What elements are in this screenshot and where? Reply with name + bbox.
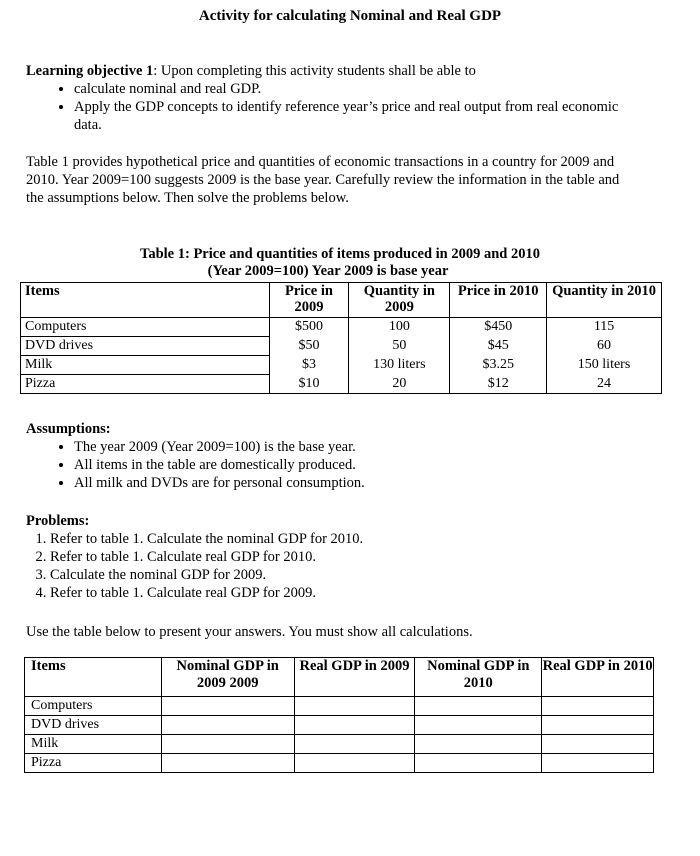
answer-cell[interactable] [294,697,415,716]
answer-cell[interactable] [542,716,654,735]
table-cell: 150 liters [547,356,662,375]
table-row [25,697,654,716]
table-cell: $3 [269,356,349,375]
table-cell: Milk [25,735,162,754]
answer-table-header-row [25,658,654,697]
learning-objective [26,62,666,134]
page-title: Activity for calculating Nominal and Real GDP [198,8,502,24]
table-cell: Pizza [21,375,270,394]
answer-cell[interactable] [161,716,294,735]
assumption-item: • The year 2009 (Year 2009=100) is the base year. [74,438,626,456]
table1-header: Price in 2010 [450,283,547,318]
problems-section [26,512,626,602]
answer-cell[interactable] [415,735,542,754]
answer-cell[interactable] [542,697,654,716]
problems-list [26,530,626,602]
table-cell: 50 [349,337,450,356]
assumption-item: • All items in the table are domestically produced. [74,456,626,474]
table-cell: 115 [547,318,662,337]
objective-item: • Apply the GDP concepts to identify reference year’s price and real output from real economic data. [74,98,666,134]
objective-item: • calculate nominal and real GDP. [74,80,666,98]
answer-cell[interactable] [161,697,294,716]
answer-table [24,657,654,773]
table-row [25,716,654,735]
answer-cell[interactable] [294,754,415,773]
assumptions-section [26,420,626,492]
answer-table-header: Nominal GDP in 2009 2009 [161,658,294,697]
assumptions-heading: Assumptions: [26,421,111,437]
problem-item: 3. Calculate the nominal GDP for 2009. [50,566,626,584]
problem-item: 1. Refer to table 1. Calculate the nominal GDP for 2010. [50,530,626,548]
table1-header-row [21,283,662,318]
answer-table-header: Real GDP in 2009 [294,658,415,697]
table1-header: Price in 2009 [269,283,349,318]
assumption-item: • All milk and DVDs are for personal consumption. [74,474,626,492]
table1-caption [0,246,680,280]
table-cell: 24 [547,375,662,394]
table1-caption-line1: Table 1: Price and quantities of items produced in 2009 and 2010 [140,246,540,262]
answer-table-header: Items [25,658,162,697]
table-row [25,754,654,773]
table1-header: Items [21,283,270,318]
table-cell: 100 [349,318,450,337]
table-cell: $12 [450,375,547,394]
answer-cell[interactable] [415,754,542,773]
table-row [25,735,654,754]
table1-caption-line2: (Year 2009=100) Year 2009 is base year [207,263,449,279]
table-cell: Computers [25,697,162,716]
assumptions-list [26,438,626,492]
table-cell: Milk [21,356,270,375]
answer-cell[interactable] [161,735,294,754]
table-cell: DVD drives [21,337,270,356]
table-row [21,337,662,356]
table-cell: $50 [269,337,349,356]
table-cell: $10 [269,375,349,394]
table-row [21,356,662,375]
table-cell: $45 [450,337,547,356]
table-cell: 60 [547,337,662,356]
problem-item: 4. Refer to table 1. Calculate real GDP for 2009. [50,584,626,602]
table-row [21,318,662,337]
table-cell: $450 [450,318,547,337]
table-cell: 130 liters [349,356,450,375]
table-cell: Pizza [25,754,162,773]
table-row [21,375,662,394]
learning-objective-label: Learning objective 1 [26,63,154,79]
answer-table-header: Nominal GDP in 2010 [415,658,542,697]
intro-paragraph: Table 1 provides hypothetical price and quantities of economic transactions in a country for 2009 and 2010. Year 2009=100 suggests 2009 is the base year. Carefully review the information in the table and the assumptions below. Then solve the problems below. [26,154,620,206]
table-cell: 20 [349,375,450,394]
problems-heading: Problems: [26,513,90,529]
answer-cell[interactable] [415,697,542,716]
answer-cell[interactable] [542,735,654,754]
learning-objective-intro: : Upon completing this activity students shall be able to [153,63,476,79]
answer-cell[interactable] [294,716,415,735]
table-cell: $500 [269,318,349,337]
answer-cell[interactable] [542,754,654,773]
table-cell: Computers [21,318,270,337]
instructions-text: Use the table below to present your answers. You must show all calculations. [26,624,473,640]
table-cell: DVD drives [25,716,162,735]
table1 [20,282,662,394]
answer-cell[interactable] [161,754,294,773]
table1-header: Quantity in 2010 [547,283,662,318]
learning-objective-list [26,80,666,134]
problem-item: 2. Refer to table 1. Calculate real GDP for 2010. [50,548,626,566]
answer-cell[interactable] [294,735,415,754]
answer-table-header: Real GDP in 2010 [542,658,654,697]
table-cell: $3.25 [450,356,547,375]
answer-cell[interactable] [415,716,542,735]
table1-header: Quantity in 2009 [349,283,450,318]
